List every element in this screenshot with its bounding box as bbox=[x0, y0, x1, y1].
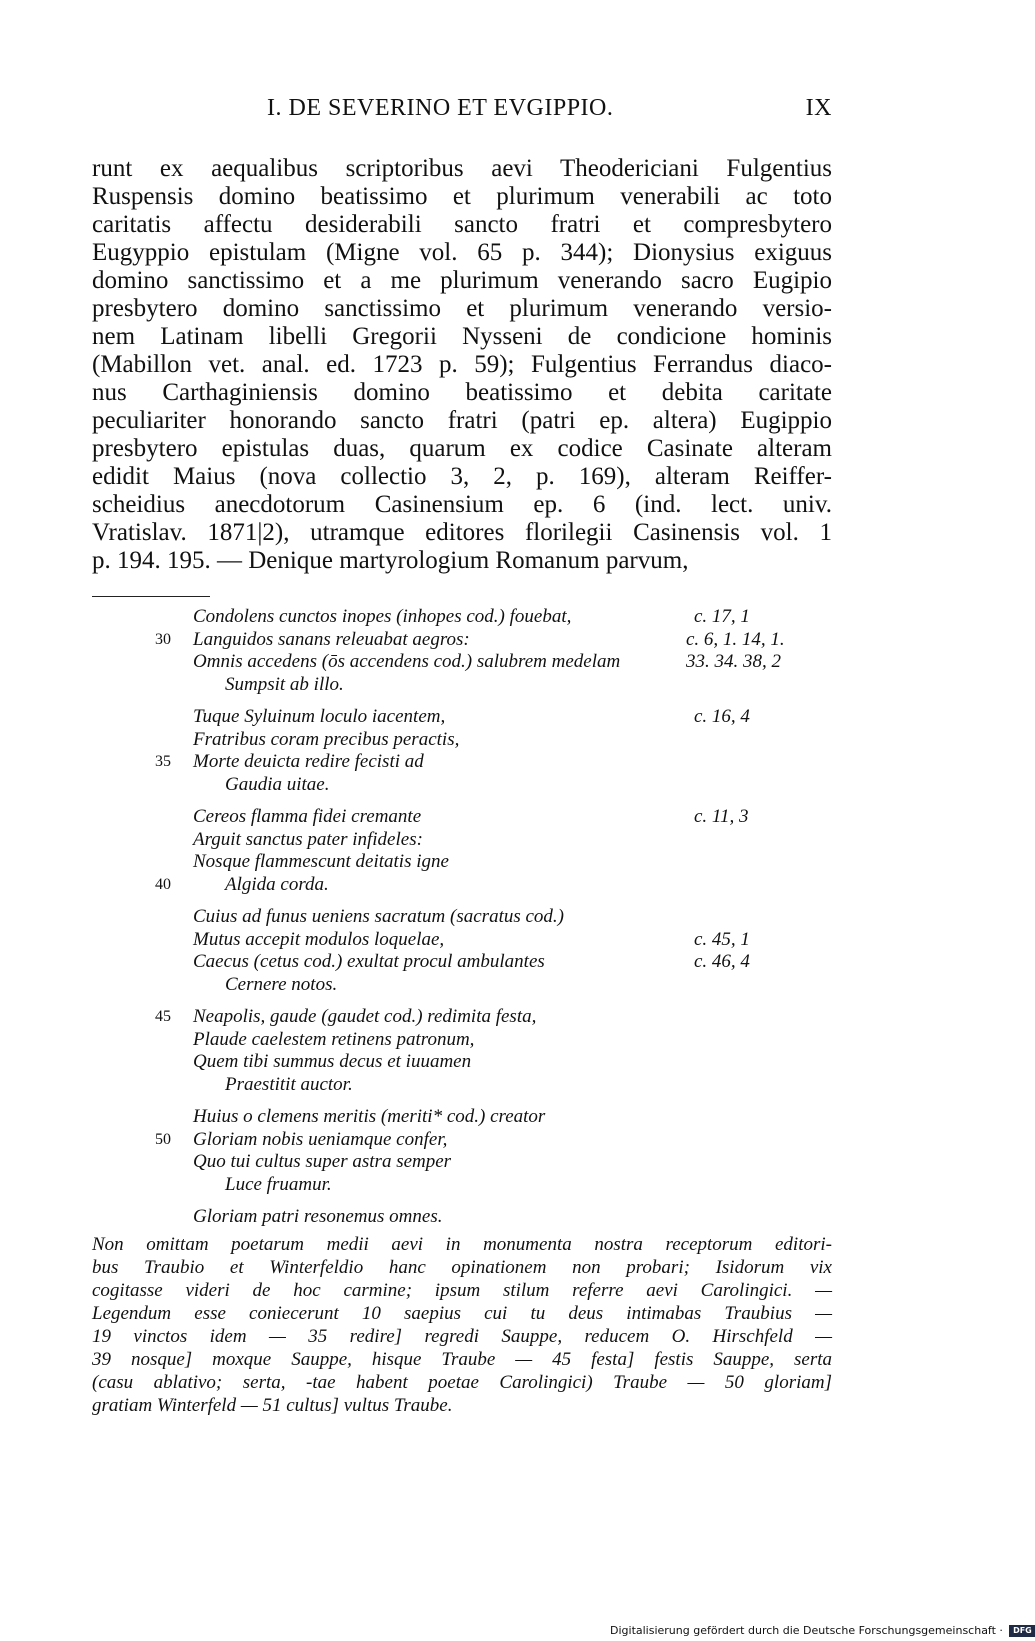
digitization-credit bbox=[610, 1623, 1032, 1639]
dfg-logo: DFG bbox=[1009, 1625, 1035, 1637]
verse-text: Morte deuicta redire fecisti ad bbox=[193, 751, 424, 772]
line-number: 40 bbox=[155, 875, 171, 893]
verse-text: Cuius ad funus ueniens sacratum (sacratus cod.) bbox=[193, 906, 565, 927]
verse-line bbox=[0, 674, 1000, 697]
body-text-line: Vratislav. 1871|2), utramque editores florilegii Casinensis vol. 1 bbox=[92, 519, 832, 546]
page-number: IX bbox=[805, 95, 832, 121]
verse-line bbox=[0, 1151, 1000, 1174]
verse-stanza bbox=[0, 1006, 1000, 1096]
verse-line bbox=[0, 751, 1000, 774]
verse-text: Caecus (cetus cod.) exultat procul ambulantes bbox=[193, 951, 545, 972]
verse-stanza bbox=[0, 706, 1000, 796]
critical-apparatus-note bbox=[92, 1233, 832, 1417]
body-text-line: peculiariter honorando sancto fratri (patri ep. altera) Eugippio bbox=[92, 407, 832, 434]
body-text-line: caritatis affectu desiderabili sancto fratri et compresbytero bbox=[92, 211, 832, 238]
verse-stanza bbox=[0, 806, 1000, 896]
verse-line bbox=[0, 906, 1000, 929]
verse-stanza bbox=[0, 906, 1000, 996]
verse-line bbox=[0, 829, 1000, 852]
note-text-line: Non omittam poetarum medii aevi in monumenta nostra receptorum editori- bbox=[92, 1234, 832, 1255]
verse-text: Gaudia uitae. bbox=[225, 773, 330, 795]
chapter-reference: c. 16, 4 bbox=[694, 706, 750, 727]
verse-text: Neapolis, gaude (gaudet cod.) redimita festa, bbox=[193, 1006, 537, 1027]
note-text-line: (casu ablativo; serta, -tae habent poetae Carolingici) Traube — 50 gloriam] bbox=[92, 1372, 832, 1393]
verse-text: Cernere notos. bbox=[225, 973, 338, 995]
verse-line bbox=[0, 1051, 1000, 1074]
body-text-line: (Mabillon vet. anal. ed. 1723 p. 59); Fulgentius Ferrandus diaco- bbox=[92, 351, 832, 378]
note-text-line: 19 vinctos idem — 35 redire] regredi Sauppe, reducem O. Hirschfeld — bbox=[92, 1326, 832, 1347]
note-text-line: 39 nosque] moxque Sauppe, hisque Traube — 45 festa] festis Sauppe, serta bbox=[92, 1349, 832, 1370]
note-text-line: bus Traubio et Winterfeldio hanc opinationem non probari; Isidorum vix bbox=[92, 1257, 832, 1278]
verse-text: Arguit sanctus pater infideles: bbox=[193, 828, 423, 850]
verse-text: Omnis accedens (ōs accendens cod.) salubrem medelam bbox=[193, 651, 621, 672]
verse-line bbox=[0, 874, 1000, 897]
verse-text: Luce fruamur. bbox=[225, 1173, 332, 1195]
verse-text: Cereos flamma fidei cremante bbox=[193, 806, 422, 827]
verse-line bbox=[0, 629, 1000, 652]
body-text-line: Ruspensis domino beatissimo et plurimum venerabili ac toto bbox=[92, 183, 832, 210]
body-text-line: p. 194. 195. — Denique martyrologium Romanum parvum, bbox=[92, 547, 689, 574]
verse-text: Fratribus coram precibus peractis, bbox=[193, 728, 460, 750]
footnote-separator-rule bbox=[92, 596, 210, 597]
body-text-line: edidit Maius (nova collectio 3, 2, p. 169), alteram Reiffer- bbox=[92, 463, 832, 490]
chapter-reference: c. 17, 1 bbox=[694, 606, 750, 627]
line-number: 35 bbox=[155, 753, 171, 770]
note-text-line: cogitasse videri de hoc carmine; ipsum stilum referre aevi Carolingici. — bbox=[92, 1280, 832, 1301]
body-text-line: runt ex aequalibus scriptoribus aevi Theodericiani Fulgentius bbox=[92, 155, 832, 182]
line-number: 30 bbox=[155, 630, 171, 648]
running-title: I. DE SEVERINO ET EVGIPPIO. bbox=[267, 95, 614, 121]
body-text-line: presbytero domino sanctissimo et plurimum venerando versio- bbox=[92, 295, 832, 322]
verse-line bbox=[0, 851, 1000, 874]
line-number: 50 bbox=[155, 1130, 171, 1148]
verse-stanza bbox=[0, 1106, 1000, 1196]
verse-stanza bbox=[0, 1206, 1000, 1229]
verse-text: Plaude caelestem retinens patronum, bbox=[193, 1028, 475, 1050]
verse-line bbox=[0, 806, 1000, 829]
verse-text: Condolens cunctos inopes (inhopes cod.) fouebat, bbox=[193, 606, 572, 627]
verse-line bbox=[0, 1074, 1000, 1097]
chapter-reference: c. 11, 3 bbox=[694, 806, 749, 827]
verse-line bbox=[0, 1006, 1000, 1029]
body-text-line: scheidius anecdotorum Casinensium ep. 6 (ind. lect. univ. bbox=[92, 491, 832, 518]
running-head bbox=[92, 95, 832, 131]
verse-text: Tuque Syluinum loculo iacentem, bbox=[193, 706, 446, 727]
verse-text: Algida corda. bbox=[225, 873, 329, 895]
verse-line bbox=[0, 974, 1000, 997]
verse-line bbox=[0, 706, 1000, 729]
chapter-reference: c. 46, 4 bbox=[694, 951, 750, 972]
line-number: 45 bbox=[155, 1008, 171, 1025]
verse-text: Praestitit auctor. bbox=[225, 1073, 353, 1095]
body-text-line: domino sanctissimo et a me plurimum venerando sacro Eugipio bbox=[92, 267, 832, 294]
verse-line bbox=[0, 729, 1000, 752]
verse-text: Quem tibi summus decus et iuuamen bbox=[193, 1051, 472, 1072]
verse-line bbox=[0, 1029, 1000, 1052]
verse-line bbox=[0, 774, 1000, 797]
verse-text: Gloriam nobis ueniamque confer, bbox=[193, 1128, 448, 1150]
verse-text: Huius o clemens meritis (meriti* cod.) creator bbox=[193, 1106, 546, 1127]
note-text-line: gratiam Winterfeld — 51 cultus] vultus Traube. bbox=[92, 1395, 453, 1416]
chapter-reference: c. 6, 1. 14, 1. bbox=[686, 628, 785, 650]
verse-text: Nosque flammescunt deitatis igne bbox=[193, 851, 449, 872]
body-text-line: Eugyppio epistulam (Migne vol. 65 p. 344); Dionysius exiguus bbox=[92, 239, 832, 266]
chapter-reference: c. 45, 1 bbox=[694, 928, 750, 950]
body-text-line: presbytero epistulas duas, quarum ex codice Casinate alteram bbox=[92, 435, 832, 462]
verse-text: Sumpsit ab illo. bbox=[225, 673, 344, 695]
chapter-reference: 33. 34. 38, 2 bbox=[686, 651, 781, 672]
verse-text: Languidos sanans releuabat aegros: bbox=[193, 628, 470, 650]
verse-line bbox=[0, 1129, 1000, 1152]
note-text-line: Legendum esse coniecerunt 10 saepius cui tu deus intimabas Traubius — bbox=[92, 1303, 832, 1324]
verse-line bbox=[0, 929, 1000, 952]
verse-line bbox=[0, 1106, 1000, 1129]
body-paragraph bbox=[92, 155, 832, 575]
verse-line bbox=[0, 1174, 1000, 1197]
credit-text: Digitalisierung gefördert durch die Deutsche Forschungsgemeinschaft · bbox=[610, 1624, 1003, 1637]
body-text-line: nus Carthaginiensis domino beatissimo et debita caritate bbox=[92, 379, 832, 406]
hymn-verses bbox=[0, 606, 1000, 1239]
verse-text: Gloriam patri resonemus omnes. bbox=[193, 1206, 443, 1227]
verse-stanza bbox=[0, 606, 1000, 696]
verse-text: Quo tui cultus super astra semper bbox=[193, 1151, 452, 1172]
verse-text: Mutus accepit modulos loquelae, bbox=[193, 928, 445, 950]
verse-line bbox=[0, 651, 1000, 674]
verse-line bbox=[0, 1206, 1000, 1229]
body-text-line: nem Latinam libelli Gregorii Nysseni de condicione hominis bbox=[92, 323, 832, 350]
verse-line bbox=[0, 951, 1000, 974]
verse-line bbox=[0, 606, 1000, 629]
